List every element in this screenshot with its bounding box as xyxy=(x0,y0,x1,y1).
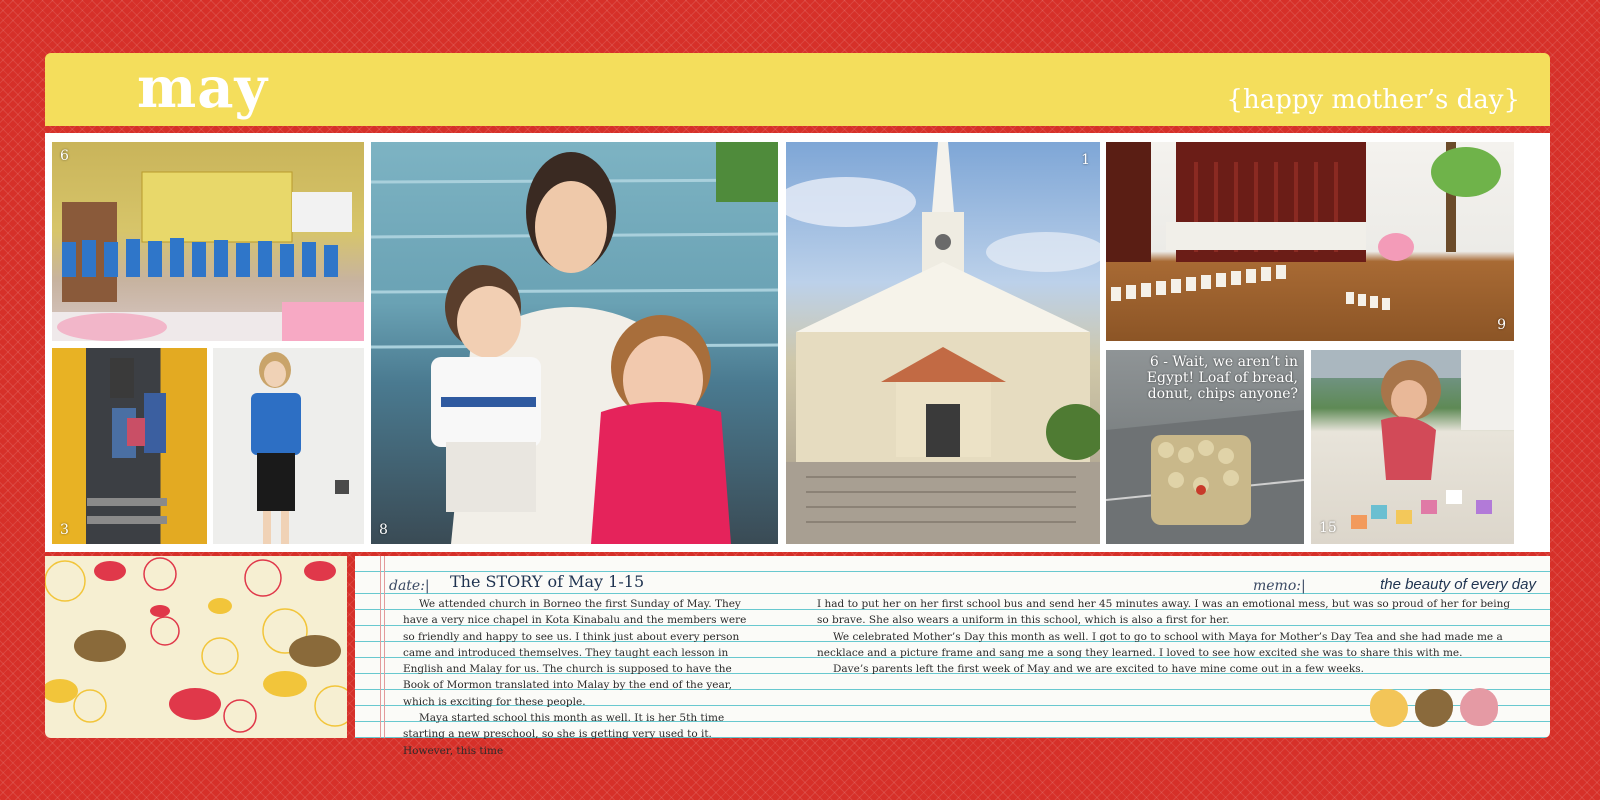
cards-illustration xyxy=(1106,142,1514,341)
month-banner xyxy=(45,53,1550,126)
photo-uniform xyxy=(213,348,364,544)
journal-paragraph: Maya started school this month as well. It is her 5th time starting a new preschool, so she is getting very used to it. However, this time xyxy=(403,712,725,757)
photo-mother-and-kids xyxy=(371,142,778,544)
bus-illustration xyxy=(52,348,207,544)
date-label: date:| xyxy=(389,578,430,594)
margin-line xyxy=(380,556,381,738)
photo-number: 9 xyxy=(1497,317,1506,333)
photo-classroom xyxy=(52,142,364,341)
journal-paragraph: Dave’s parents left the first week of May and we are excited to have mine come out in a few weeks. xyxy=(833,663,1364,676)
memo-text: the beauty of every day xyxy=(1380,576,1536,593)
margin-line xyxy=(384,556,385,738)
photo-number: 8 xyxy=(379,522,388,538)
photo-girl-with-blocks xyxy=(1311,350,1514,544)
girl-uniform-illustration xyxy=(213,348,364,544)
flower-button-icon xyxy=(1370,689,1408,727)
journal-title: The STORY of May 1-15 xyxy=(450,572,645,591)
journal-column-right xyxy=(817,596,1517,677)
journal-paragraph: I had to put her on her first school bus and send her 45 minutes away. I was an emotional mess, but was so proud of her for being so brave. She also wears a uniform in this school, which is also a first for her. xyxy=(817,598,1511,627)
photo-cards-on-floor xyxy=(1106,142,1514,341)
photo-church xyxy=(786,142,1100,544)
blocks-illustration xyxy=(1311,350,1514,544)
bread-caption: 6 - Wait, we aren’t in Egypt! Loaf of bread, donut, chips anyone? xyxy=(1146,354,1298,402)
photo-bread-cart xyxy=(1106,350,1304,544)
journal-column-left xyxy=(403,596,755,759)
journal-card xyxy=(355,556,1550,757)
photo-school-bus xyxy=(52,348,207,544)
memo-label: memo:| xyxy=(1253,578,1306,594)
photo-number: 3 xyxy=(60,522,69,538)
month-title: may xyxy=(137,55,269,121)
patterned-paper xyxy=(45,556,347,738)
family-illustration xyxy=(371,142,778,544)
photo-number: 15 xyxy=(1319,520,1337,536)
photo-number: 1 xyxy=(1081,152,1090,168)
photo-number: 6 xyxy=(60,148,69,164)
banner-subtitle: {happy mother’s day} xyxy=(1226,85,1520,115)
journal-paragraph: We celebrated Mother’s Day this month as well. I got to go to school with Maya for Mother’s Day Tea and she had made me a necklace and a picture frame and sang me a song they learned. I loved to see how excited she was to share this with me. xyxy=(817,630,1503,659)
flower-button-icon xyxy=(1415,689,1453,727)
classroom-illustration xyxy=(52,142,364,341)
journal-paragraph: We attended church in Borneo the first Sunday of May. They have a very nice chapel in Kota Kinabalu and the members were so friendly and happy to see us. I think just about every person came and introduced themselves. They taught each lesson in English and Malay for us. The church is supposed to have the Book of Mormon translated into Malay by the end of the year, which is exciting for these people. xyxy=(403,598,747,708)
church-illustration xyxy=(786,142,1100,544)
bird-pattern xyxy=(45,556,347,738)
flower-button-icon xyxy=(1460,688,1498,726)
